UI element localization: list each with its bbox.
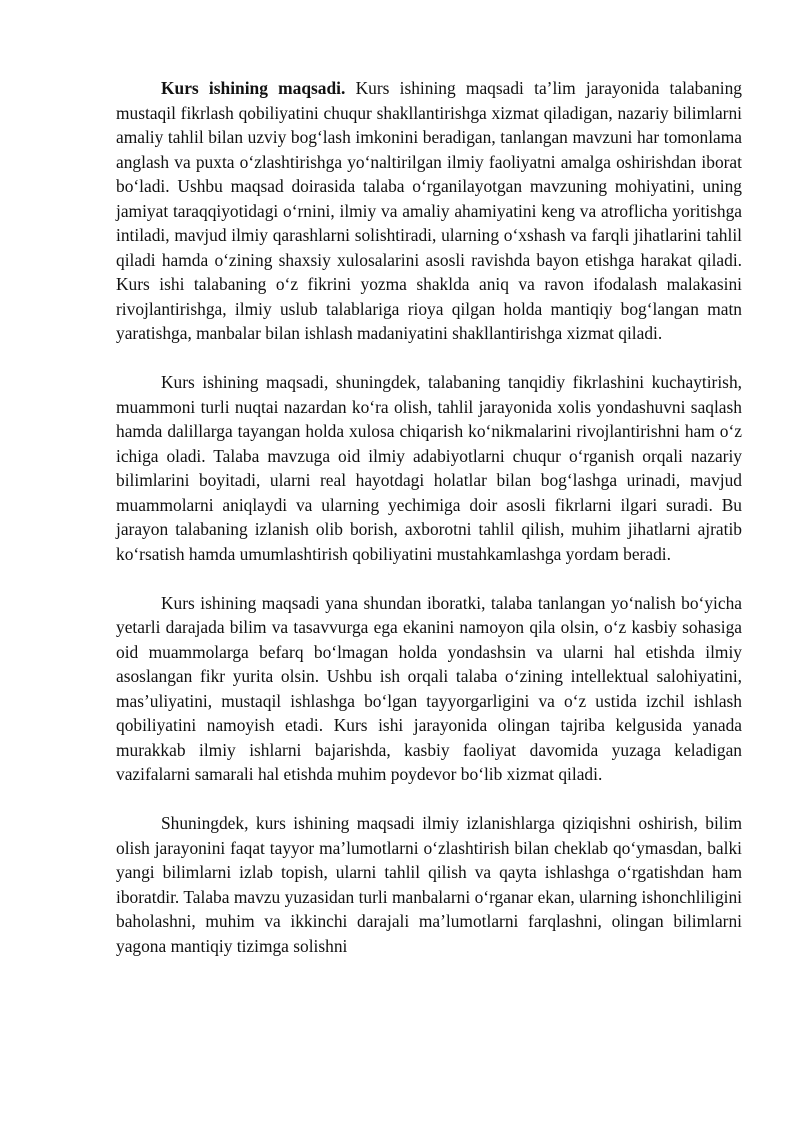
- paragraph-text: Kurs ishining maqsadi, shuningdek, talabaning tanqidiy fikrlashini kuchaytirish, muammoni turli nuqtai nazardan ko‘ra olish, tahlil jarayonida xolis yondashuvni saqlash hamda dalillarga tayangan holda xulosa chiqarish ko‘nikmalarini rivojlantirishni ham o‘z ichiga oladi. Talaba mavzuga oid ilmiy adabiyotlarni chuqur o‘rganish orqali nazariy bilimlarini boyitadi, ularni real hayotdagi holatlar bilan bog‘lashga urinadi, mavjud muammolarni aniqlaydi va ularning yechimiga doir asosli fikrlarni ilgari suradi. Bu jarayon talabaning izlanish olib borish, axborotni tahlil qilish, muhim jihatlarni ajratib ko‘rsatish hamda umumlashtirish qobiliyatini mustahkamlashga yordam beradi.: [116, 372, 742, 564]
- document-body: [116, 76, 742, 983]
- paragraph-text: Kurs ishining maqsadi yana shundan iboratki, talaba tanlangan yo‘nalish bo‘yicha yetarli darajada bilim va tasavvurga ega ekanini namoyon qila olsin, o‘z kasbiy sohasiga oid muammolarga befarq bo‘lmagan holda yondashsin va ularni hal etishda ilmiy asoslangan fikr yurita olsin. Ushbu ish orqali talaba o‘zining intellektual salohiyatini, mas’uliyatini, mustaqil ishlashga bo‘lgan tayyorgarligini va o‘z ustida izchil ishlash qobiliyatini namoyish etadi. Kurs ishi jarayonida olingan tajriba kelgusida yanada murakkab ilmiy ishlarni bajarishda, kasbiy faoliyat davomida yuzaga keladigan vazifalarni samarali hal etishda muhim poydevor bo‘lib xizmat qiladi.: [116, 592, 742, 784]
- paragraph-3: [116, 591, 742, 787]
- paragraph-2: [116, 370, 742, 566]
- paragraph-4: [116, 811, 742, 958]
- section-heading: Kurs ishining maqsadi.: [161, 78, 346, 98]
- paragraph-1: [116, 76, 742, 346]
- paragraph-text: Kurs ishining maqsadi ta’lim jarayonida talabaning mustaqil fikrlash qobiliyatini chuqur shakllantirishga xizmat qiladigan, nazariy bilimlarni amaliy tahlil bilan uzviy bog‘lash imkonini beradigan, tanlangan mavzuni har tomonlama anglash va puxta o‘zlashtirishga yo‘naltirilgan ilmiy faoliyatni amalga oshirishdan iborat bo‘ladi. Ushbu maqsad doirasida talaba o‘rganilayotgan mavzuning mohiyatini, uning jamiyat taraqqiyotidagi o‘rnini, ilmiy va amaliy ahamiyatini keng va atroflicha yoritishga intiladi, mavjud ilmiy qarashlarni solishtiradi, ularning o‘xshash va farqli jihatlarini tahlil qiladi hamda o‘zining shaxsiy xulosalarini asosli ravishda bayon etishga harakat qiladi. Kurs ishi talabaning o‘z fikrini yozma shaklda aniq va ravon ifodalash malakasini rivojlantirishga, ilmiy uslub talablariga rioya qilgan holda mantiqiy bog‘langan matn yaratishga, manbalar bilan ishlash madaniyatini shakllantirishga xizmat qiladi.: [116, 78, 742, 343]
- paragraph-text: Shuningdek, kurs ishining maqsadi ilmiy izlanishlarga qiziqishni oshirish, bilim olish jarayonini faqat tayyor ma’lumotlarni o‘zlashtirish bilan cheklab qo‘ymasdan, balki yangi bilimlarni izlab topish, ularni tahlil qilish va qayta ishlashga o‘rgatishdan ham iboratdir. Talaba mavzu yuzasidan turli manbalarni o‘rganar ekan, ularning ishonchliligini baholashni, muhim va ikkinchi darajali ma’lumotlarni farqlashni, olingan bilimlarni yagona mantiqiy tizimga solishni: [116, 813, 742, 956]
